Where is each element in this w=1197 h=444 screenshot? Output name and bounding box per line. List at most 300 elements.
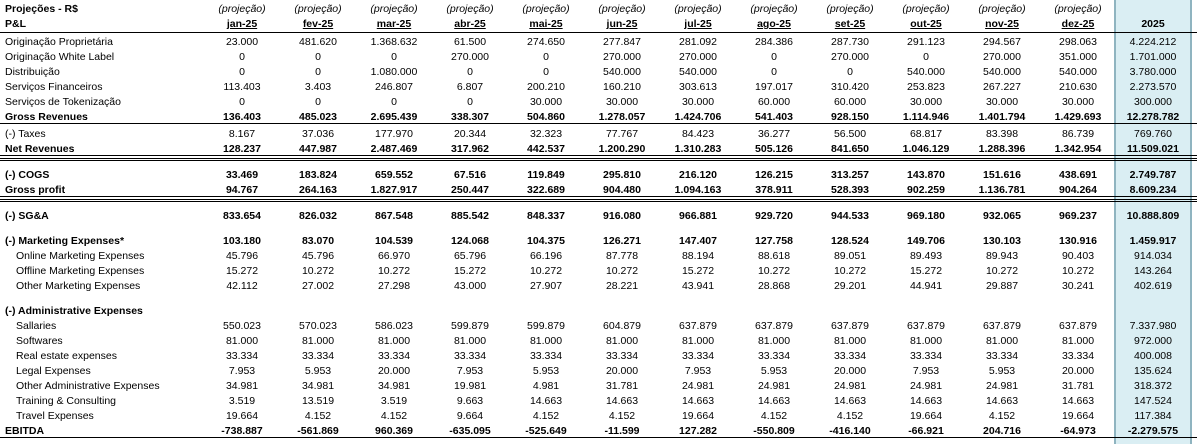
value-cell: 94.767 <box>225 184 259 196</box>
table-row <box>0 379 1197 393</box>
value-cell: 2.695.439 <box>370 111 418 123</box>
value-cell: 66.970 <box>377 250 411 262</box>
value-cell: 295.810 <box>603 169 641 181</box>
value-cell: 177.970 <box>375 128 413 140</box>
table-row <box>0 50 1197 64</box>
table-row <box>0 319 1197 333</box>
value-cell: 130.103 <box>983 235 1021 247</box>
month-header: ago-25 <box>757 18 791 30</box>
row-label: Gross profit <box>5 184 66 196</box>
value-cell: 128.524 <box>831 235 869 247</box>
value-cell: 33.334 <box>909 350 943 362</box>
value-cell: 28.221 <box>605 280 639 292</box>
value-cell: 270.000 <box>451 51 489 63</box>
total-cell: 117.384 <box>1134 410 1172 422</box>
value-cell: -416.140 <box>829 425 871 437</box>
value-cell: 10.272 <box>301 265 335 277</box>
total-cell: 135.624 <box>1134 365 1172 377</box>
value-cell: 89.051 <box>833 250 867 262</box>
value-cell: 0 <box>847 66 853 78</box>
table-row <box>0 127 1197 141</box>
table-row <box>0 80 1197 94</box>
table-row <box>0 35 1197 49</box>
value-cell: 15.272 <box>681 265 715 277</box>
value-cell: 44.941 <box>909 280 943 292</box>
value-cell: 43.941 <box>681 280 715 292</box>
value-cell: 33.334 <box>225 350 259 362</box>
table-row <box>0 409 1197 423</box>
value-cell: 34.981 <box>301 380 335 392</box>
value-cell: 960.369 <box>375 425 413 437</box>
value-cell: 81.000 <box>453 335 487 347</box>
value-cell: 10.272 <box>529 265 563 277</box>
month-header: mar-25 <box>376 18 412 30</box>
value-cell: 56.500 <box>833 128 867 140</box>
value-cell: 1.401.794 <box>978 111 1026 123</box>
value-cell: 33.334 <box>605 350 639 362</box>
value-cell: 4.152 <box>608 410 636 422</box>
table-row <box>0 183 1197 197</box>
row-label: Serviços de Tokenização <box>5 96 121 108</box>
total-cell: -2.279.575 <box>1127 425 1179 437</box>
value-cell: 966.881 <box>679 210 717 222</box>
total-cell: 769.760 <box>1134 128 1172 140</box>
total-cell: 914.034 <box>1134 250 1172 262</box>
value-cell: 81.000 <box>377 335 411 347</box>
projection-label: (projeção) <box>522 3 570 15</box>
row-label: (-) SG&A <box>5 210 49 222</box>
sheet-title: Projeções - R$ <box>5 3 78 15</box>
total-cell: 3.780.000 <box>1129 66 1177 78</box>
value-cell: 37.036 <box>301 128 335 140</box>
projection-label: (projeção) <box>218 3 266 15</box>
value-cell: 1.429.693 <box>1054 111 1102 123</box>
value-cell: 33.469 <box>225 169 259 181</box>
value-cell: 9.663 <box>456 395 484 407</box>
value-cell: 27.298 <box>377 280 411 292</box>
value-cell: 20.000 <box>1061 365 1095 377</box>
value-cell: 27.907 <box>529 280 563 292</box>
total-cell: 402.619 <box>1134 280 1172 292</box>
value-cell: 1.310.283 <box>674 143 722 155</box>
value-cell: 81.000 <box>225 335 259 347</box>
value-cell: 23.000 <box>225 36 259 48</box>
value-cell: 378.911 <box>755 184 793 196</box>
value-cell: 15.272 <box>225 265 259 277</box>
value-cell: 19.664 <box>1061 410 1095 422</box>
value-cell: 0 <box>239 51 245 63</box>
month-header: nov-25 <box>985 18 1019 30</box>
total-cell: 8.609.234 <box>1129 184 1177 196</box>
value-cell: 15.272 <box>453 265 487 277</box>
value-cell: 833.654 <box>223 210 261 222</box>
row-label: Legal Expenses <box>16 365 91 377</box>
value-cell: 29.201 <box>833 280 867 292</box>
value-cell: -64.973 <box>1060 425 1096 437</box>
month-header: jan-25 <box>226 18 258 30</box>
row-label: Offline Marketing Expenses <box>16 265 145 277</box>
value-cell: 10.272 <box>605 265 639 277</box>
projection-label: (projeção) <box>902 3 950 15</box>
row-label: (-) Marketing Expenses* <box>5 235 125 247</box>
value-cell: 19.981 <box>453 380 487 392</box>
row-label: Travel Expenses <box>16 410 94 422</box>
value-cell: 83.070 <box>301 235 335 247</box>
value-cell: 84.423 <box>681 128 715 140</box>
row-divider <box>0 32 1197 33</box>
value-cell: 30.000 <box>681 96 715 108</box>
value-cell: 90.403 <box>1061 250 1095 262</box>
value-cell: 216.120 <box>679 169 717 181</box>
row-label: Gross Revenues <box>5 111 88 123</box>
value-cell: 104.539 <box>375 235 413 247</box>
value-cell: 916.080 <box>603 210 641 222</box>
value-cell: 127.758 <box>755 235 793 247</box>
value-cell: 183.824 <box>299 169 337 181</box>
row-label: (-) COGS <box>5 169 50 181</box>
value-cell: 61.500 <box>453 36 487 48</box>
value-cell: 1.080.000 <box>370 66 418 78</box>
value-cell: -561.869 <box>297 425 339 437</box>
value-cell: -635.095 <box>449 425 491 437</box>
value-cell: 528.393 <box>831 184 869 196</box>
value-cell: 87.778 <box>605 250 639 262</box>
value-cell: 83.398 <box>985 128 1019 140</box>
total-cell: 147.524 <box>1134 395 1172 407</box>
value-cell: 5.953 <box>760 365 788 377</box>
value-cell: 541.403 <box>755 111 793 123</box>
value-cell: 34.981 <box>225 380 259 392</box>
value-cell: 19.664 <box>225 410 259 422</box>
value-cell: 45.796 <box>225 250 259 262</box>
month-header: abr-25 <box>454 18 486 30</box>
projection-label: (projeção) <box>978 3 1026 15</box>
month-header: jul-25 <box>684 18 712 30</box>
value-cell: 637.879 <box>1059 320 1097 332</box>
value-cell: 294.567 <box>983 36 1021 48</box>
value-cell: 104.375 <box>527 235 565 247</box>
value-cell: 929.720 <box>755 210 793 222</box>
total-cell: 300.000 <box>1134 96 1172 108</box>
value-cell: 65.796 <box>453 250 487 262</box>
row-label: Softwares <box>16 335 63 347</box>
value-cell: 143.870 <box>907 169 945 181</box>
value-cell: 33.334 <box>301 350 335 362</box>
value-cell: 6.807 <box>456 81 484 93</box>
value-cell: 200.210 <box>527 81 565 93</box>
value-cell: 0 <box>391 96 397 108</box>
value-cell: 570.023 <box>299 320 337 332</box>
value-cell: 14.663 <box>605 395 639 407</box>
value-cell: 4.152 <box>836 410 864 422</box>
table-row <box>0 424 1197 438</box>
value-cell: 33.334 <box>681 350 715 362</box>
value-cell: 20.000 <box>605 365 639 377</box>
value-cell: 33.334 <box>529 350 563 362</box>
row-label: (-) Taxes <box>5 128 46 140</box>
value-cell: 19.664 <box>909 410 943 422</box>
value-cell: 0 <box>391 51 397 63</box>
value-cell: 0 <box>467 96 473 108</box>
value-cell: 29.887 <box>985 280 1019 292</box>
value-cell: 902.259 <box>907 184 945 196</box>
value-cell: 481.620 <box>299 36 337 48</box>
value-cell: 944.533 <box>831 210 869 222</box>
value-cell: 969.180 <box>907 210 945 222</box>
value-cell: 210.630 <box>1059 81 1097 93</box>
value-cell: 33.334 <box>833 350 867 362</box>
value-cell: 88.194 <box>681 250 715 262</box>
value-cell: 7.953 <box>684 365 712 377</box>
value-cell: -66.921 <box>908 425 944 437</box>
value-cell: 86.739 <box>1061 128 1095 140</box>
value-cell: 540.000 <box>1059 66 1097 78</box>
value-cell: 264.163 <box>299 184 337 196</box>
value-cell: 885.542 <box>451 210 489 222</box>
value-cell: 1.827.917 <box>370 184 418 196</box>
value-cell: 81.000 <box>757 335 791 347</box>
value-cell: 540.000 <box>603 66 641 78</box>
value-cell: 637.879 <box>907 320 945 332</box>
value-cell: 0 <box>771 66 777 78</box>
value-cell: 30.000 <box>1061 96 1095 108</box>
header-row-months <box>0 17 1197 31</box>
value-cell: 3.519 <box>228 395 256 407</box>
value-cell: 1.114.946 <box>902 111 950 123</box>
month-header: jun-25 <box>606 18 638 30</box>
value-cell: 14.663 <box>909 395 943 407</box>
value-cell: 43.000 <box>453 280 487 292</box>
sheet-subtitle: P&L <box>5 18 26 30</box>
value-cell: 7.953 <box>228 365 256 377</box>
value-cell: 89.493 <box>909 250 943 262</box>
row-label: (-) Administrative Expenses <box>5 305 143 317</box>
value-cell: 24.981 <box>833 380 867 392</box>
value-cell: 30.000 <box>909 96 943 108</box>
value-cell: 14.663 <box>529 395 563 407</box>
value-cell: 0 <box>923 51 929 63</box>
value-cell: 160.210 <box>603 81 641 93</box>
value-cell: -550.809 <box>753 425 795 437</box>
value-cell: 485.023 <box>299 111 337 123</box>
value-cell: 504.860 <box>527 111 565 123</box>
value-cell: 30.000 <box>985 96 1019 108</box>
value-cell: 14.663 <box>985 395 1019 407</box>
projection-label: (projeção) <box>826 3 874 15</box>
value-cell: 322.689 <box>527 184 565 196</box>
table-row <box>0 209 1197 223</box>
row-label: EBITDA <box>5 425 45 437</box>
value-cell: 1.288.396 <box>978 143 1026 155</box>
value-cell: 34.981 <box>377 380 411 392</box>
value-cell: 8.167 <box>228 128 256 140</box>
month-header: dez-25 <box>1061 18 1095 30</box>
value-cell: 126.271 <box>603 235 641 247</box>
value-cell: 826.032 <box>299 210 337 222</box>
value-cell: 81.000 <box>301 335 335 347</box>
row-divider <box>0 199 1197 202</box>
value-cell: 27.002 <box>301 280 335 292</box>
value-cell: 848.337 <box>527 210 565 222</box>
total-cell: 2.749.787 <box>1129 169 1177 181</box>
value-cell: 586.023 <box>375 320 413 332</box>
value-cell: 10.272 <box>377 265 411 277</box>
projection-label: (projeção) <box>674 3 722 15</box>
value-cell: 438.691 <box>1059 169 1097 181</box>
value-cell: 36.277 <box>757 128 791 140</box>
value-cell: 204.716 <box>983 425 1021 437</box>
value-cell: 126.215 <box>755 169 793 181</box>
value-cell: 0 <box>315 51 321 63</box>
table-row <box>0 65 1197 79</box>
value-cell: 14.663 <box>1061 395 1095 407</box>
value-cell: 14.663 <box>757 395 791 407</box>
value-cell: 15.272 <box>909 265 943 277</box>
value-cell: 281.092 <box>679 36 717 48</box>
projection-label: (projeção) <box>750 3 798 15</box>
month-header: mai-25 <box>529 18 563 30</box>
value-cell: 103.180 <box>223 235 261 247</box>
table-row <box>0 364 1197 378</box>
value-cell: 2.487.469 <box>370 143 418 155</box>
month-header: fev-25 <box>302 18 334 30</box>
value-cell: 128.237 <box>223 143 261 155</box>
value-cell: 81.000 <box>985 335 1019 347</box>
total-cell: 318.372 <box>1134 380 1172 392</box>
value-cell: 0 <box>771 51 777 63</box>
value-cell: 33.334 <box>453 350 487 362</box>
value-cell: 5.953 <box>988 365 1016 377</box>
value-cell: 969.237 <box>1059 210 1097 222</box>
value-cell: 7.953 <box>912 365 940 377</box>
value-cell: 3.403 <box>304 81 332 93</box>
value-cell: 1.278.057 <box>598 111 646 123</box>
value-cell: 9.664 <box>456 410 484 422</box>
value-cell: 81.000 <box>605 335 639 347</box>
value-cell: 136.403 <box>223 111 261 123</box>
total-cell: 143.264 <box>1134 265 1172 277</box>
row-label: Online Marketing Expenses <box>16 250 145 262</box>
row-label: Distribuição <box>5 66 60 78</box>
value-cell: 1.136.781 <box>978 184 1026 196</box>
value-cell: 505.126 <box>755 143 793 155</box>
value-cell: 277.847 <box>603 36 641 48</box>
row-divider <box>0 196 1197 197</box>
value-cell: 4.981 <box>532 380 560 392</box>
value-cell: 270.000 <box>831 51 869 63</box>
value-cell: 904.264 <box>1059 184 1097 196</box>
value-cell: 31.781 <box>605 380 639 392</box>
value-cell: 284.386 <box>755 36 793 48</box>
value-cell: 149.706 <box>907 235 945 247</box>
row-label: Originação White Label <box>5 51 115 63</box>
value-cell: 130.916 <box>1059 235 1097 247</box>
value-cell: 67.516 <box>453 169 487 181</box>
total-cell: 1.701.000 <box>1129 51 1177 63</box>
row-label: Training & Consulting <box>16 395 116 407</box>
table-row <box>0 279 1197 293</box>
value-cell: 31.781 <box>1061 380 1095 392</box>
total-cell: 12.278.782 <box>1126 111 1180 123</box>
value-cell: 659.552 <box>375 169 413 181</box>
row-label: Serviços Financeiros <box>5 81 103 93</box>
value-cell: 124.068 <box>451 235 489 247</box>
value-cell: 298.063 <box>1059 36 1097 48</box>
value-cell: 1.094.163 <box>674 184 722 196</box>
row-label: Net Revenues <box>5 143 75 155</box>
value-cell: 45.796 <box>301 250 335 262</box>
value-cell: 197.017 <box>755 81 793 93</box>
value-cell: 442.537 <box>527 143 565 155</box>
table-row <box>0 394 1197 408</box>
value-cell: 81.000 <box>681 335 715 347</box>
value-cell: 66.196 <box>529 250 563 262</box>
value-cell: 147.407 <box>679 235 717 247</box>
value-cell: 270.000 <box>983 51 1021 63</box>
value-cell: 0 <box>315 66 321 78</box>
value-cell: 310.420 <box>831 81 869 93</box>
value-cell: 841.650 <box>831 143 869 155</box>
month-header: set-25 <box>834 18 866 30</box>
row-divider <box>0 437 1197 438</box>
table-row <box>0 142 1197 156</box>
value-cell: 540.000 <box>983 66 1021 78</box>
value-cell: 291.123 <box>907 36 945 48</box>
value-cell: 32.323 <box>529 128 563 140</box>
value-cell: 10.272 <box>757 265 791 277</box>
total-cell: 7.337.980 <box>1129 320 1177 332</box>
value-cell: 637.879 <box>755 320 793 332</box>
value-cell: 599.879 <box>451 320 489 332</box>
header-row-projection <box>0 2 1197 16</box>
value-cell: 317.962 <box>451 143 489 155</box>
total-cell: 400.008 <box>1134 350 1172 362</box>
value-cell: 68.817 <box>909 128 943 140</box>
row-label: Sallaries <box>16 320 57 332</box>
value-cell: 0 <box>239 66 245 78</box>
value-cell: 24.981 <box>909 380 943 392</box>
value-cell: 88.618 <box>757 250 791 262</box>
value-cell: 81.000 <box>1061 335 1095 347</box>
value-cell: 28.868 <box>757 280 791 292</box>
projection-label: (projeção) <box>1054 3 1102 15</box>
row-label: Other Administrative Expenses <box>16 380 160 392</box>
value-cell: 599.879 <box>527 320 565 332</box>
value-cell: 904.480 <box>603 184 641 196</box>
value-cell: 637.879 <box>983 320 1021 332</box>
value-cell: 4.152 <box>380 410 408 422</box>
table-row <box>0 110 1197 124</box>
projection-label: (projeção) <box>446 3 494 15</box>
value-cell: 932.065 <box>983 210 1021 222</box>
value-cell: 77.767 <box>605 128 639 140</box>
value-cell: 81.000 <box>529 335 563 347</box>
value-cell: 33.334 <box>1061 350 1095 362</box>
value-cell: 24.981 <box>681 380 715 392</box>
table-row <box>0 304 1197 318</box>
table-row <box>0 95 1197 109</box>
value-cell: 33.334 <box>757 350 791 362</box>
value-cell: 250.447 <box>451 184 489 196</box>
value-cell: -11.599 <box>604 425 640 437</box>
value-cell: 14.663 <box>681 395 715 407</box>
value-cell: 3.519 <box>380 395 408 407</box>
total-cell: 2.273.570 <box>1129 81 1177 93</box>
value-cell: -525.649 <box>525 425 567 437</box>
value-cell: 0 <box>239 96 245 108</box>
value-cell: 4.152 <box>532 410 560 422</box>
value-cell: 81.000 <box>909 335 943 347</box>
